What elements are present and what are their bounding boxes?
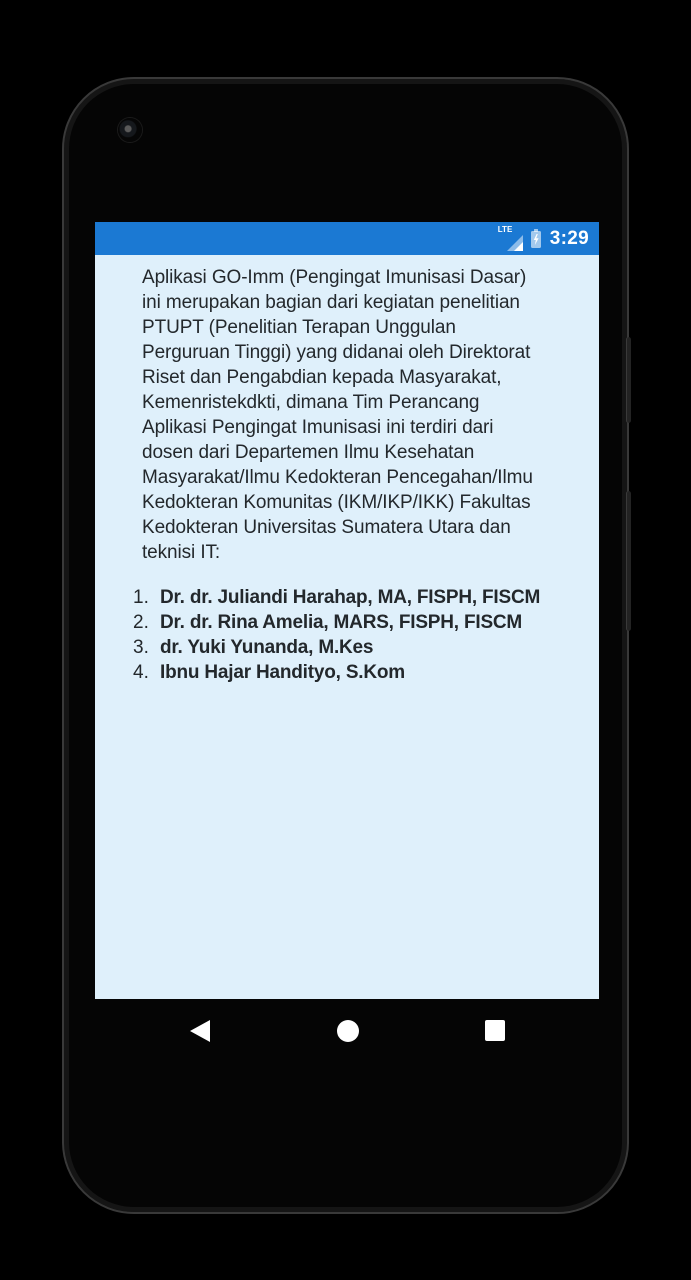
recents-square-icon[interactable] xyxy=(485,1020,505,1041)
list-item-number: 3. xyxy=(133,637,149,658)
paragraph-line: dosen dari Departemen Ilmu Kesehatan xyxy=(142,442,475,463)
network-type-label: LTE xyxy=(497,225,513,234)
paragraph-line: PTUPT (Penelitian Terapan Unggulan xyxy=(142,317,456,338)
team-list-item xyxy=(133,585,599,610)
paragraph-line: teknisi IT: xyxy=(142,542,221,563)
volume-button xyxy=(626,491,631,631)
paragraph-line: Masyarakat/Ilmu Kedokteran Pencegahan/Ilmu xyxy=(142,467,533,488)
team-member-name: Dr. dr. Juliandi Harahap, MA, FISPH, FISCM xyxy=(160,587,541,608)
team-list-item xyxy=(133,635,599,660)
front-camera xyxy=(118,118,142,142)
paragraph-line: Kemenristekdkti, dimana Tim Perancang xyxy=(142,392,480,413)
list-item-number: 2. xyxy=(133,612,149,633)
status-bar xyxy=(95,222,599,255)
paragraph-line: Perguruan Tinggi) yang didanai oleh Direktorat xyxy=(142,342,531,363)
paragraph-line: Kedokteran Universitas Sumatera Utara dan xyxy=(142,517,511,538)
team-list-item xyxy=(133,660,599,685)
paragraph-line: Aplikasi Pengingat Imunisasi ini terdiri dari xyxy=(142,417,494,438)
paragraph-line: Aplikasi GO-Imm (Pengingat Imunisasi Dasar) xyxy=(142,267,527,288)
paragraph-line: Kedokteran Komunitas (IKM/IKP/IKK) Fakultas xyxy=(142,492,531,513)
list-item-number: 4. xyxy=(133,662,149,683)
signal-triangle-svg xyxy=(506,234,523,251)
cell-signal-triangle-icon xyxy=(498,225,523,252)
team-member-name: Dr. dr. Rina Amelia, MARS, FISPH, FISCM xyxy=(160,612,523,633)
paragraph-line: Riset dan Pengabdian kepada Masyarakat, xyxy=(142,367,502,388)
status-clock: 3:29 xyxy=(549,228,589,249)
battery-charging-icon xyxy=(529,226,544,251)
app-screen xyxy=(95,222,599,999)
team-member-name: dr. Yuki Yunanda, M.Kes xyxy=(160,637,374,658)
power-button xyxy=(626,337,631,423)
team-list-item xyxy=(133,610,599,635)
paragraph-line: ini merupakan bagian dari kegiatan penelitian xyxy=(142,292,520,313)
back-triangle-icon[interactable] xyxy=(190,1020,210,1042)
phone-mockup xyxy=(62,77,629,1214)
list-item-number: 1. xyxy=(133,587,149,608)
about-paragraph xyxy=(95,265,599,565)
about-content xyxy=(95,255,599,685)
home-circle-icon[interactable] xyxy=(337,1020,359,1042)
team-list xyxy=(95,585,599,685)
team-member-name: Ibnu Hajar Handityo, S.Kom xyxy=(160,662,405,683)
